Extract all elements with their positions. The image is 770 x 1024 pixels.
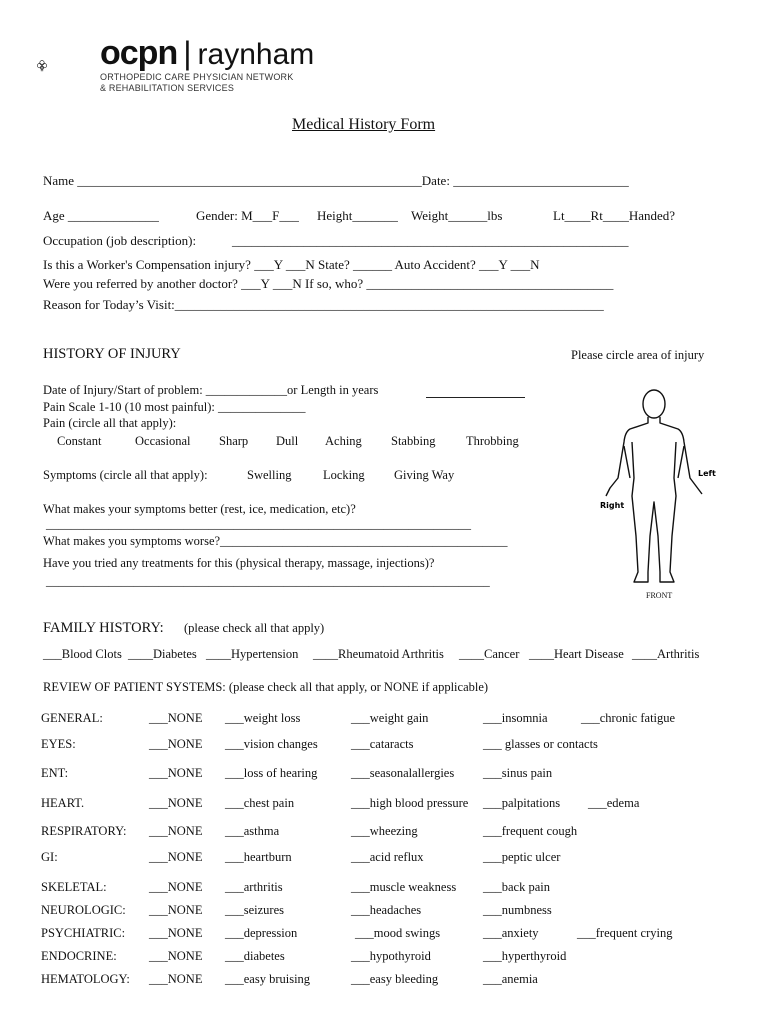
- brand-name: [100, 34, 314, 73]
- better-answer-field[interactable]: ____________________________________________________________________: [46, 517, 471, 531]
- review-symptom-checkbox[interactable]: ___anemia: [483, 972, 538, 986]
- figure-right-label: Right: [600, 501, 625, 510]
- family-item-heart-disease[interactable]: ____Heart Disease: [529, 647, 624, 661]
- review-symptom-checkbox[interactable]: ___ glasses or contacts: [483, 737, 598, 751]
- review-symptom-checkbox[interactable]: ___muscle weakness: [351, 880, 457, 894]
- review-symptom-checkbox[interactable]: ___mood swings: [355, 926, 441, 940]
- treatments-answer-field[interactable]: _______________________________________________________________________: [46, 574, 490, 588]
- review-none-checkbox[interactable]: ___NONE: [149, 949, 203, 963]
- brand-separator: |: [183, 35, 192, 71]
- review-row-label: HEART.: [41, 796, 85, 810]
- review-symptom-checkbox[interactable]: ___peptic ulcer: [483, 850, 561, 864]
- handed-field[interactable]: Lt____Rt____Handed?: [553, 208, 676, 223]
- family-history-note: (please check all that apply): [184, 621, 325, 635]
- symptoms-label: Symptoms (circle all that apply):: [43, 468, 208, 482]
- review-symptom-checkbox[interactable]: ___seasonalallergies: [351, 766, 455, 780]
- ocpn-logo-icon: [36, 36, 96, 96]
- review-symptom-checkbox[interactable]: ___frequent crying: [577, 926, 673, 940]
- review-symptom-checkbox[interactable]: ___hyperthyroid: [483, 949, 567, 963]
- review-symptom-checkbox[interactable]: ___heartburn: [225, 850, 292, 864]
- gender-field[interactable]: Gender: M___F___: [196, 208, 299, 223]
- review-none-checkbox[interactable]: ___NONE: [149, 796, 203, 810]
- review-row-label: HEMATOLOGY:: [41, 972, 130, 986]
- review-symptom-checkbox[interactable]: ___edema: [588, 796, 640, 810]
- treatments-question: Have you tried any treatments for this (physical therapy, massage, injections)?: [43, 556, 435, 570]
- review-none-checkbox[interactable]: ___NONE: [149, 850, 203, 864]
- review-none-checkbox[interactable]: ___NONE: [149, 880, 203, 894]
- review-row-label: PSYCHIATRIC:: [41, 926, 126, 940]
- review-symptom-checkbox[interactable]: ___acid reflux: [351, 850, 424, 864]
- family-history-heading: FAMILY HISTORY:: [43, 620, 164, 636]
- family-item-hypertension[interactable]: ____Hypertension: [206, 647, 299, 661]
- symptom-option-swelling[interactable]: Swelling: [247, 468, 292, 482]
- review-symptom-checkbox[interactable]: ___headaches: [351, 903, 422, 917]
- occupation-field[interactable]: _____________________________________________________________: [232, 233, 629, 248]
- review-row-label: ENT:: [41, 766, 69, 780]
- review-symptom-checkbox[interactable]: ___back pain: [483, 880, 550, 894]
- pain-option-constant[interactable]: Constant: [57, 434, 102, 448]
- circle-area-note: Please circle area of injury: [571, 348, 705, 362]
- height-field[interactable]: Height_______: [317, 208, 398, 223]
- review-row-label: GI:: [41, 850, 58, 864]
- review-symptom-checkbox[interactable]: ___asthma: [225, 824, 280, 838]
- family-item-rheumatoid-arthritis[interactable]: ____Rheumatoid Arthritis: [313, 647, 444, 661]
- review-symptom-checkbox[interactable]: ___arthritis: [225, 880, 283, 894]
- review-symptom-checkbox[interactable]: ___hypothyroid: [351, 949, 431, 963]
- figure-front-label: FRONT: [646, 591, 673, 600]
- family-item-blood-clots[interactable]: ___Blood Clots: [43, 647, 122, 661]
- pain-option-occasional[interactable]: Occasional: [135, 434, 191, 448]
- pain-option-stabbing[interactable]: Stabbing: [391, 434, 436, 448]
- review-row-label: SKELETAL:: [41, 880, 107, 894]
- body-figure-front-icon[interactable]: [596, 386, 726, 596]
- worse-field[interactable]: What makes you symptoms worse?______________________________________________: [43, 534, 508, 548]
- review-row-label: RESPIRATORY:: [41, 824, 127, 838]
- weight-field[interactable]: Weight______lbs: [411, 208, 503, 223]
- occupation-label: Occupation (job description):: [43, 233, 197, 248]
- review-symptom-checkbox[interactable]: ___chest pain: [225, 796, 295, 810]
- review-symptom-checkbox[interactable]: ___chronic fatigue: [581, 711, 676, 725]
- review-symptom-checkbox[interactable]: ___frequent cough: [483, 824, 578, 838]
- review-none-checkbox[interactable]: ___NONE: [149, 737, 203, 751]
- review-row-label: ENDOCRINE:: [41, 949, 117, 963]
- review-symptom-checkbox[interactable]: ___easy bleeding: [351, 972, 439, 986]
- review-row-label: EYES:: [41, 737, 76, 751]
- review-none-checkbox[interactable]: ___NONE: [149, 766, 203, 780]
- review-symptom-checkbox[interactable]: ___wheezing: [351, 824, 418, 838]
- history-heading: HISTORY OF INJURY: [43, 346, 181, 362]
- pain-option-dull[interactable]: Dull: [276, 434, 299, 448]
- review-symptom-checkbox[interactable]: ___weight gain: [351, 711, 429, 725]
- review-symptom-checkbox[interactable]: ___seizures: [225, 903, 285, 917]
- pain-option-aching[interactable]: Aching: [325, 434, 362, 448]
- review-none-checkbox[interactable]: ___NONE: [149, 903, 203, 917]
- brand-raynham: raynham: [197, 38, 315, 71]
- review-symptom-checkbox[interactable]: ___cataracts: [351, 737, 414, 751]
- tagline-1: ORTHOPEDIC CARE PHYSICIAN NETWORK: [100, 72, 294, 82]
- review-symptom-checkbox[interactable]: ___sinus pain: [483, 766, 553, 780]
- date-of-injury-field[interactable]: Date of Injury/Start of problem: _____________or Length in years: [43, 383, 379, 397]
- review-symptom-checkbox[interactable]: ___weight loss: [225, 711, 301, 725]
- form-title: Medical History Form: [292, 116, 436, 133]
- referred-field[interactable]: Were you referred by another doctor? ___Y ___N If so, who? ______________________________________: [43, 276, 614, 291]
- review-symptom-checkbox[interactable]: ___insomnia: [483, 711, 548, 725]
- review-none-checkbox[interactable]: ___NONE: [149, 711, 203, 725]
- review-row-label: GENERAL:: [41, 711, 103, 725]
- review-none-checkbox[interactable]: ___NONE: [149, 926, 203, 940]
- review-systems-heading: REVIEW OF PATIENT SYSTEMS: (please check all that apply, or NONE if applicable): [43, 680, 489, 694]
- pain-option-throbbing[interactable]: Throbbing: [466, 434, 519, 448]
- pain-circle-label: Pain (circle all that apply):: [43, 416, 177, 430]
- review-row-label: NEUROLOGIC:: [41, 903, 126, 917]
- review-symptom-checkbox[interactable]: ___numbness: [483, 903, 552, 917]
- symptom-option-locking[interactable]: Locking: [323, 468, 365, 482]
- better-question: What makes your symptoms better (rest, ice, medication, etc)?: [43, 502, 356, 516]
- age-field[interactable]: Age ______________: [43, 208, 159, 223]
- brand-ocpn: ocpn: [100, 34, 178, 72]
- review-symptom-checkbox[interactable]: ___anxiety: [483, 926, 539, 940]
- name-date-field[interactable]: Name _____________________________________________________Date: ___________________________: [43, 173, 629, 188]
- review-symptom-checkbox[interactable]: ___high blood pressure: [351, 796, 469, 810]
- tagline-2: & REHABILITATION SERVICES: [100, 83, 235, 93]
- review-symptom-checkbox[interactable]: ___palpitations: [483, 796, 561, 810]
- pain-scale-field[interactable]: Pain Scale 1-10 (10 most painful): ______________: [43, 400, 306, 414]
- family-item-cancer[interactable]: ____Cancer: [459, 647, 520, 661]
- length-years-line[interactable]: [426, 397, 525, 398]
- symptom-option-giving-way[interactable]: Giving Way: [394, 468, 455, 482]
- reason-field[interactable]: Reason for Today’s Visit:__________________________________________________________________: [43, 297, 604, 312]
- family-item-arthritis[interactable]: ____Arthritis: [632, 647, 700, 661]
- review-symptom-checkbox[interactable]: ___depression: [225, 926, 298, 940]
- workers-comp-field[interactable]: Is this a Worker's Compensation injury? ___Y ___N State? ______ Auto Accident? ___Y ___N: [43, 257, 540, 272]
- review-symptom-checkbox[interactable]: ___loss of hearing: [225, 766, 318, 780]
- review-symptom-checkbox[interactable]: ___vision changes: [225, 737, 318, 751]
- review-none-checkbox[interactable]: ___NONE: [149, 972, 203, 986]
- figure-left-label: Left: [698, 469, 716, 478]
- review-none-checkbox[interactable]: ___NONE: [149, 824, 203, 838]
- family-item-diabetes[interactable]: ____Diabetes: [128, 647, 197, 661]
- review-symptom-checkbox[interactable]: ___easy bruising: [225, 972, 311, 986]
- review-symptom-checkbox[interactable]: ___diabetes: [225, 949, 285, 963]
- pain-option-sharp[interactable]: Sharp: [219, 434, 249, 448]
